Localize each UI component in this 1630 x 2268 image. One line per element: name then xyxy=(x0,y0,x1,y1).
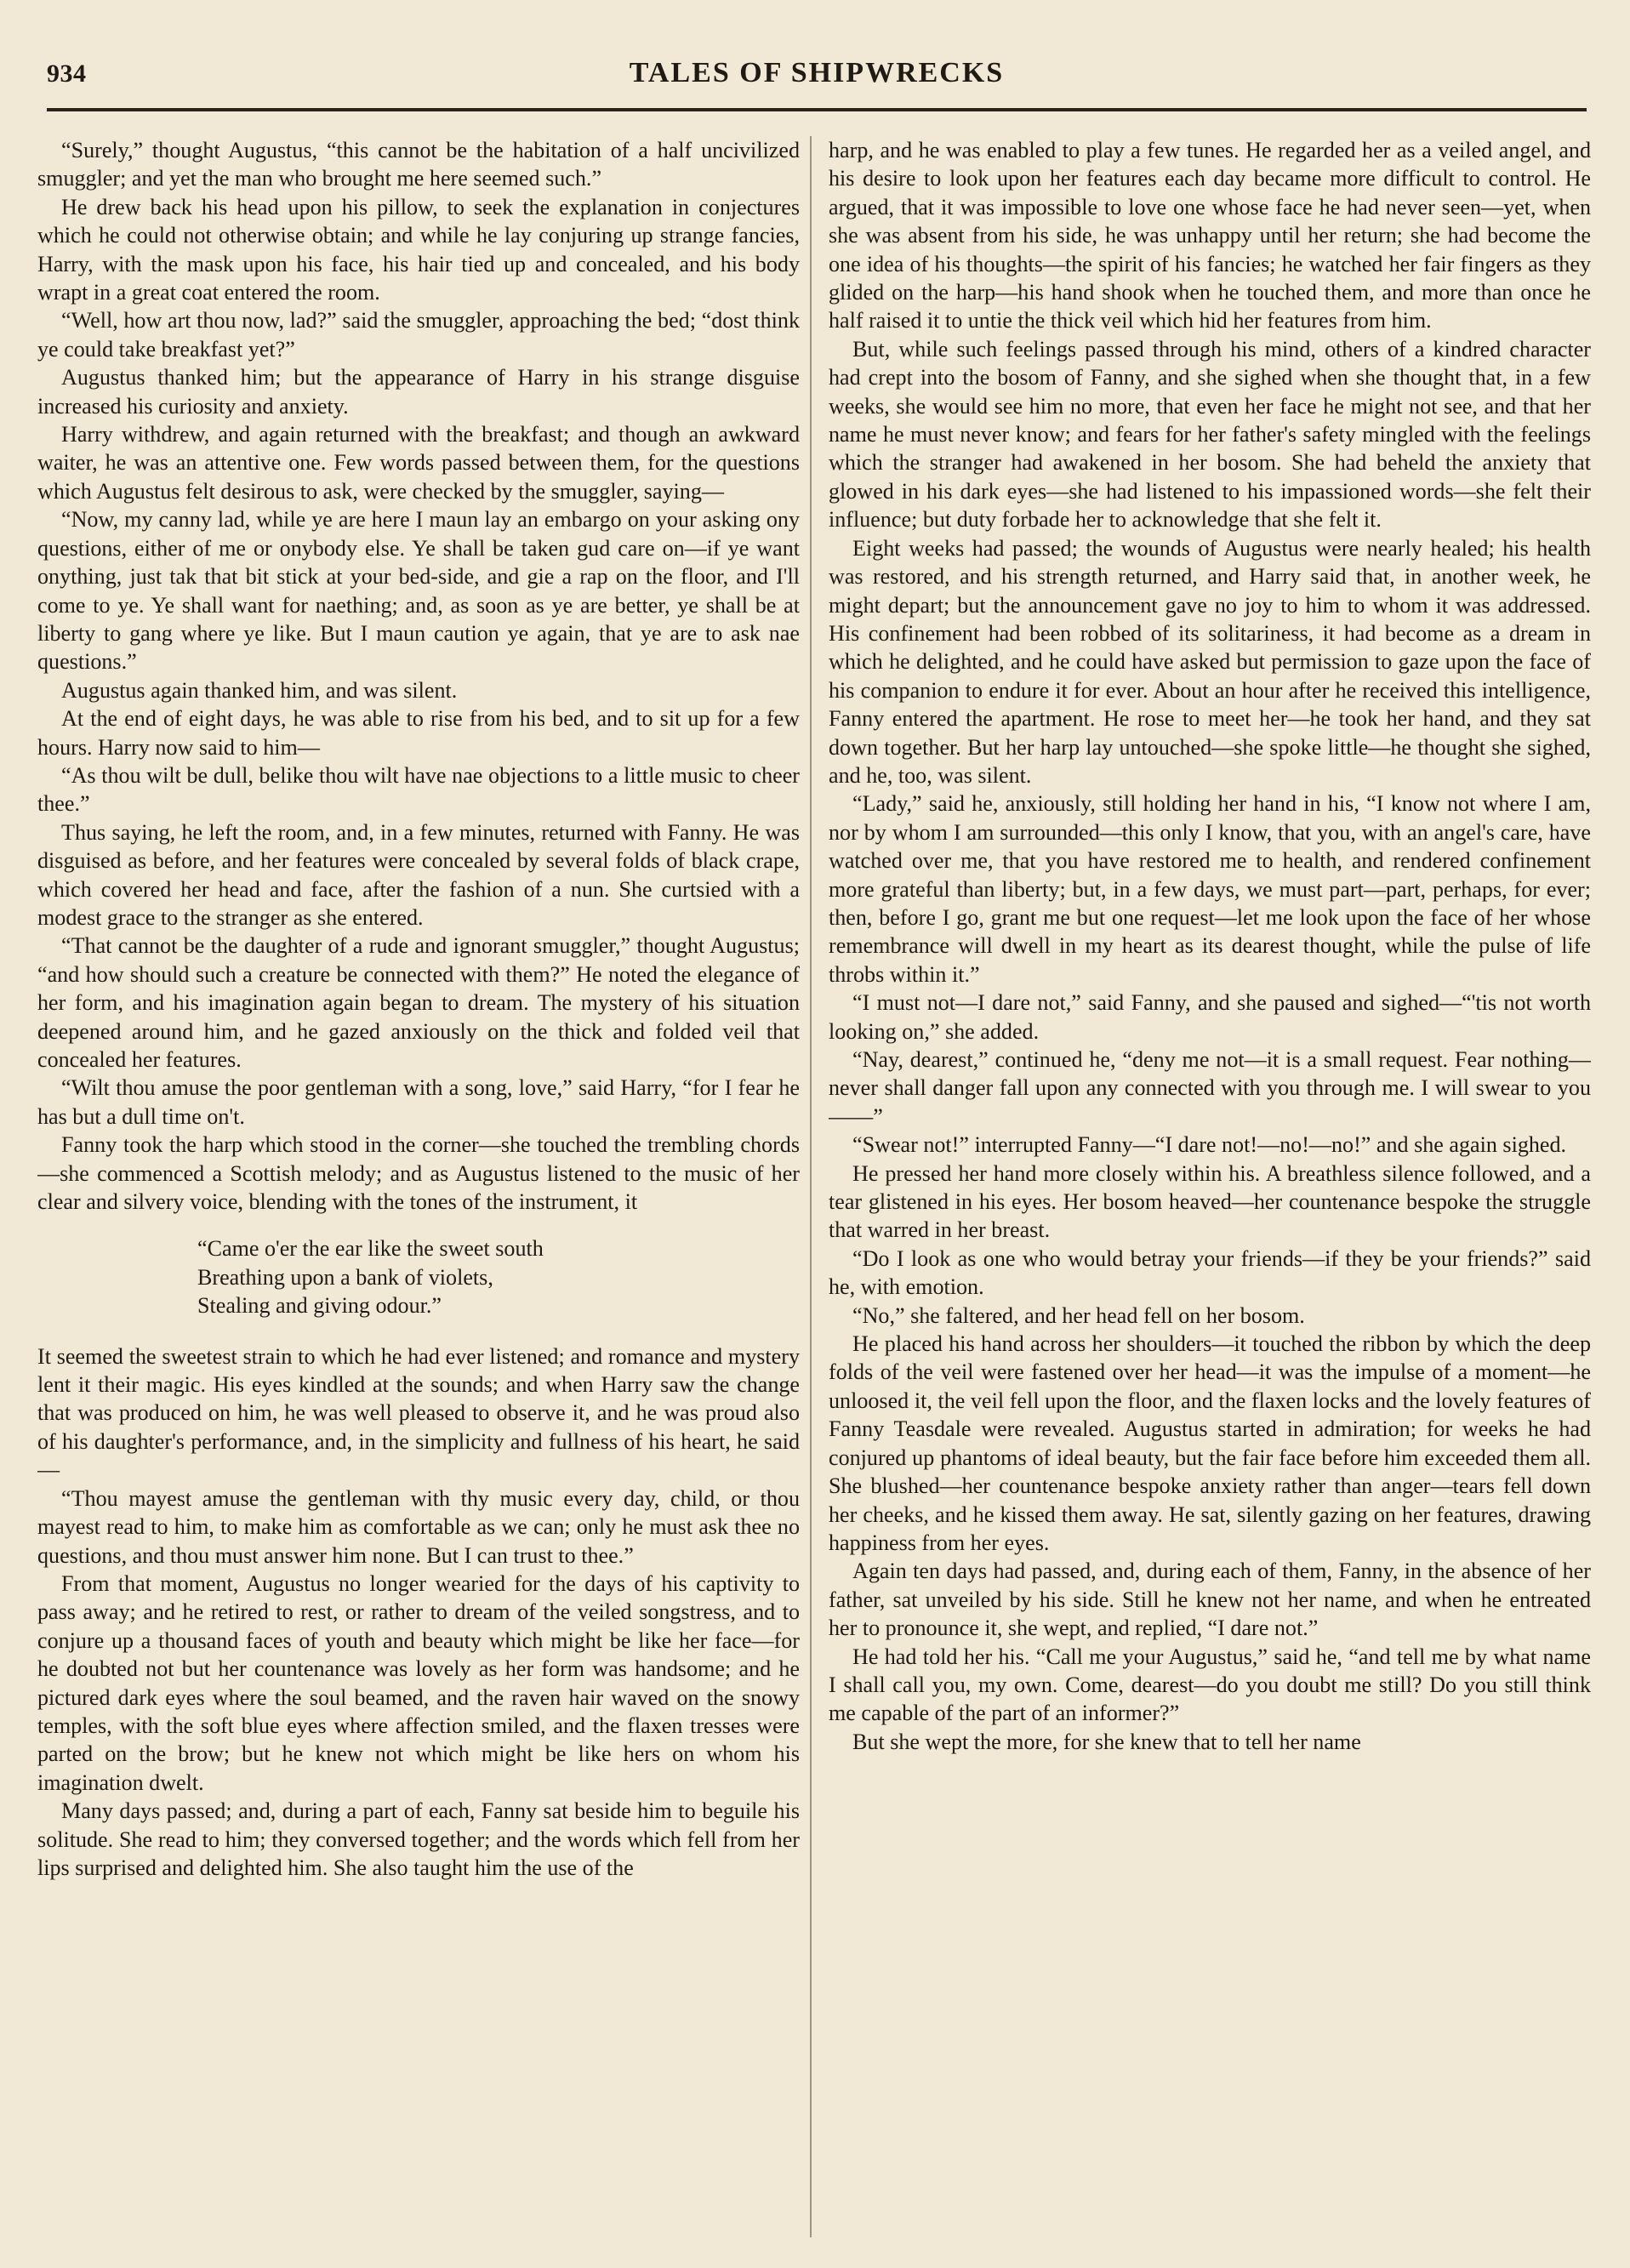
paragraph: Harry withdrew, and again returned with the breakfast; and though an awkward waiter, he was an attentive one. Few words passed between them, for the questions which Augustus felt desirous to ask, were checked by the smuggler, saying— xyxy=(37,422,800,504)
header-rule xyxy=(47,108,1587,111)
paragraph: He had told her his. “Call me your Augustus,” said he, “and tell me by what name I shall call you, my own. Come, dearest—do you doubt me still? Do you still think me capable of the part of an informer?” xyxy=(829,1644,1591,1726)
verse-line: Breathing upon a bank of violets, xyxy=(197,1264,493,1290)
paragraph: “Swear not!” interrupted Fanny—“I dare not!—no!—no!” and she again sighed. xyxy=(852,1132,1567,1158)
page-number: 934 xyxy=(47,60,87,88)
paragraph: Augustus again thanked him, and was silent. xyxy=(61,677,458,703)
left-column xyxy=(37,136,800,2237)
paragraph: But she wept the more, for she knew that to tell her name xyxy=(852,1729,1361,1754)
paragraph-continuation: harp, and he was enabled to play a few tunes. He regarded her as a veiled angel, and his desire to look upon her features each day became more difficult to control. He argued, that it was impossible to love one whose face he had never seen—yet, when she was absent from his side, he was unhappy until her return; she had become the one idea of his thoughts—the spirit of his fancies; he watched her fair fingers as they glided on the harp—his hand shook when he touched them, and more than once he half raised it to untie the thick veil which hid her features from him. xyxy=(829,138,1591,333)
verse-line: “Came o'er the ear like the sweet south xyxy=(197,1236,544,1262)
paragraph: “Nay, dearest,” continued he, “deny me not—it is a small request. Fear nothing—never shall danger fall upon any connected with you through me. I will swear to you——” xyxy=(829,1047,1591,1129)
paragraph: “I must not—I dare not,” said Fanny, and she paused and sighed—“'tis not worth looking on,” she added. xyxy=(829,990,1591,1044)
paragraph: “Now, my canny lad, while ye are here I maun lay an embargo on your asking ony questions, either of me or onybody else. Ye shall be taken gud care on—if ye want onything, just tak that bit stick at your bed-side, and gie a rap on the floor, and I'll come to ye. Ye shall want for naething; and, as soon as ye are better, ye shall be at liberty to gang where ye like. But I maun caution ye again, that ye are to ask nae questions.” xyxy=(37,507,800,675)
paragraph: Eight weeks had passed; the wounds of Augustus were nearly healed; his health was restored, and his strength returned, and Harry said that, in another week, he might depart; but the announcement gave no joy to him to whom it was addressed. His confinement had been robbed of its solitariness, it had become as a dream in which he delighted, and he could have asked but permission to gaze upon the face of his companion to endure it for ever. About an hour after he received this intelligence, Fanny entered the apartment. He rose to meet her—he took her hand, and they sat down together. But her harp lay untouched—she spoke little—he thought she sighed, and he, too, was silent. xyxy=(829,535,1591,788)
paragraph: “Thou mayest amuse the gentleman with thy music every day, child, or thou mayest read to him, to make him as comfortable as we can; only he must ask thee no questions, and thou must answer him none. But I can trust to thee.” xyxy=(37,1485,800,1568)
paragraph: “Do I look as one who would betray your friends—if they be your friends?” said he, with emotion. xyxy=(829,1245,1591,1300)
paragraph: “Surely,” thought Augustus, “this cannot be the habitation of a half uncivilized smuggler; and yet the man who brought me here seemed such.” xyxy=(37,138,800,191)
paragraph: From that moment, Augustus no longer wearied for the days of his captivity to pass away; and he retired to rest, or rather to dream of the veiled songstress, and to conjure up a thousand faces of youth and beauty which might be like her face—for he doubted not but her countenance was lovely as her form was handsome; and he pictured dark eyes where the soul beamed, and the raven hair waved on the snowy temples, with the soft blue eyes where affection smiled, and the flaxen tresses were parted on the brow; but he knew not which might be like hers on whom his imagination dwelt. xyxy=(37,1570,800,1795)
paragraph: Augustus thanked him; but the appearance of Harry in his strange disguise increased his curiosity and anxiety. xyxy=(37,365,800,419)
right-column xyxy=(829,136,1591,2237)
paragraph: But, while such feelings passed through his mind, others of a kindred character had crept into the bosom of Fanny, and she sighed when she thought that, in a few weeks, she would see him no more, that even her face he might not see, and that her name he must never know; and fears for her father's safety mingled with the feelings which the stranger had awakened in her bosom. She had beheld the anxiety that glowed in his dark eyes—she had listened to his impassioned words—she felt their influence; but duty forbade her to acknowledge that she felt it. xyxy=(829,336,1591,533)
paragraph: He pressed her hand more closely within his. A breathless silence followed, and a tear glistened in his eyes. Her bosom heaved—her countenance bespoke the struggle that warred in her breast. xyxy=(829,1160,1591,1243)
paragraph: “Well, how art thou now, lad?” said the smuggler, approaching the bed; “dost think ye could take breakfast yet?” xyxy=(37,308,800,362)
verse-quotation xyxy=(37,1234,800,1319)
paragraph: Again ten days had passed, and, during each of them, Fanny, in the absence of her father, sat unveiled by his side. Still he knew not her name, and when he entreated her to pronounce it, she wept, and replied, “I dare not.” xyxy=(829,1559,1591,1641)
paragraph: Fanny took the harp which stood in the corner—she touched the trembling chords—she commenced a Scottish melody; and as Augustus listened to the music of her clear and silvery voice, blending with the tones of the instrument, it xyxy=(37,1132,800,1215)
paragraph: Many days passed; and, during a part of each, Fanny sat beside him to beguile his solitude. She read to him; they conversed together; and the words which fell from her lips surprised and delighted him. She also taught him the use of the xyxy=(37,1798,800,1880)
page-header xyxy=(47,53,1587,104)
paragraph: At the end of eight days, he was able to rise from his bed, and to sit up for a few hours. Harry now said to him— xyxy=(37,706,800,760)
paragraph: “As thou wilt be dull, belike thou wilt have nae objections to a little music to cheer thee.” xyxy=(37,762,800,817)
paragraph: Thus saying, he left the room, and, in a few minutes, returned with Fanny. He was disguised as before, and her features were concealed by several folds of black crape, which covered her head and face, after the fashion of a nun. She curtsied with a modest grace to the stranger as she entered. xyxy=(37,819,800,930)
paragraph: “No,” she faltered, and her head fell on her bosom. xyxy=(852,1302,1305,1328)
paragraph: He placed his hand across her shoulders—it touched the ribbon by which the deep folds of the veil were fastened over her head—it was the impulse of a moment—he unloosed it, the veil fell upon the floor, and the flaxen locks and the lovely features of Fanny Teasdale were revealed. Augustus started in admiration; for weeks he had conjured up phantoms of ideal beauty, but the fair face before him exceeded them all. She blushed—her countenance bespoke anxiety rather than anger—tears fell down her cheeks, and he kissed them away. He sat, silently gazing on her features, drawing happiness from her eyes. xyxy=(829,1331,1591,1555)
paragraph: He drew back his head upon his pillow, to seek the explanation in conjectures which he could not otherwise obtain; and while he lay conjuring up strange fancies, Harry, with the mask upon his face, his hair tied up and concealed, and his body wrapt in a great coat entered the room. xyxy=(37,194,800,305)
running-title: TALES OF SHIPWRECKS xyxy=(629,57,1005,88)
paragraph-continuation: It seemed the sweetest strain to which he had ever listened; and romance and mystery lent it their magic. His eyes kindled at the sounds; and when Harry saw the change that was produced on him, he was well pleased to observe it, and he was proud also of his daughter's performance, and, in the simplicity and fullness of his heart, he said— xyxy=(37,1343,800,1483)
column-divider xyxy=(810,136,812,2237)
paragraph: “Wilt thou amuse the poor gentleman with a song, love,” said Harry, “for I fear he has but a dull time on't. xyxy=(37,1075,800,1129)
verse-line: Stealing and giving odour.” xyxy=(197,1293,442,1319)
paragraph: “That cannot be the daughter of a rude and ignorant smuggler,” thought Augustus; “and how should such a creature be connected with them?” He noted the elegance of her form, and his imagination again began to dream. The mystery of his situation deepened around him, and he gazed anxiously on the thick and folded veil that concealed her features. xyxy=(37,933,800,1072)
paragraph: “Lady,” said he, anxiously, still holding her hand in his, “I know not where I am, nor by whom I am surrounded—this only I know, that you, with an angel's care, have watched over me, that you have restored me to health, and rendered confinement more grateful than liberty; but, in a few days, we must part—part, perhaps, for ever; then, before I go, grant me but one request—let me look upon the face of her whose remembrance will dwell in my heart as its dearest thought, while the pulse of life throbs within it.” xyxy=(829,791,1591,987)
